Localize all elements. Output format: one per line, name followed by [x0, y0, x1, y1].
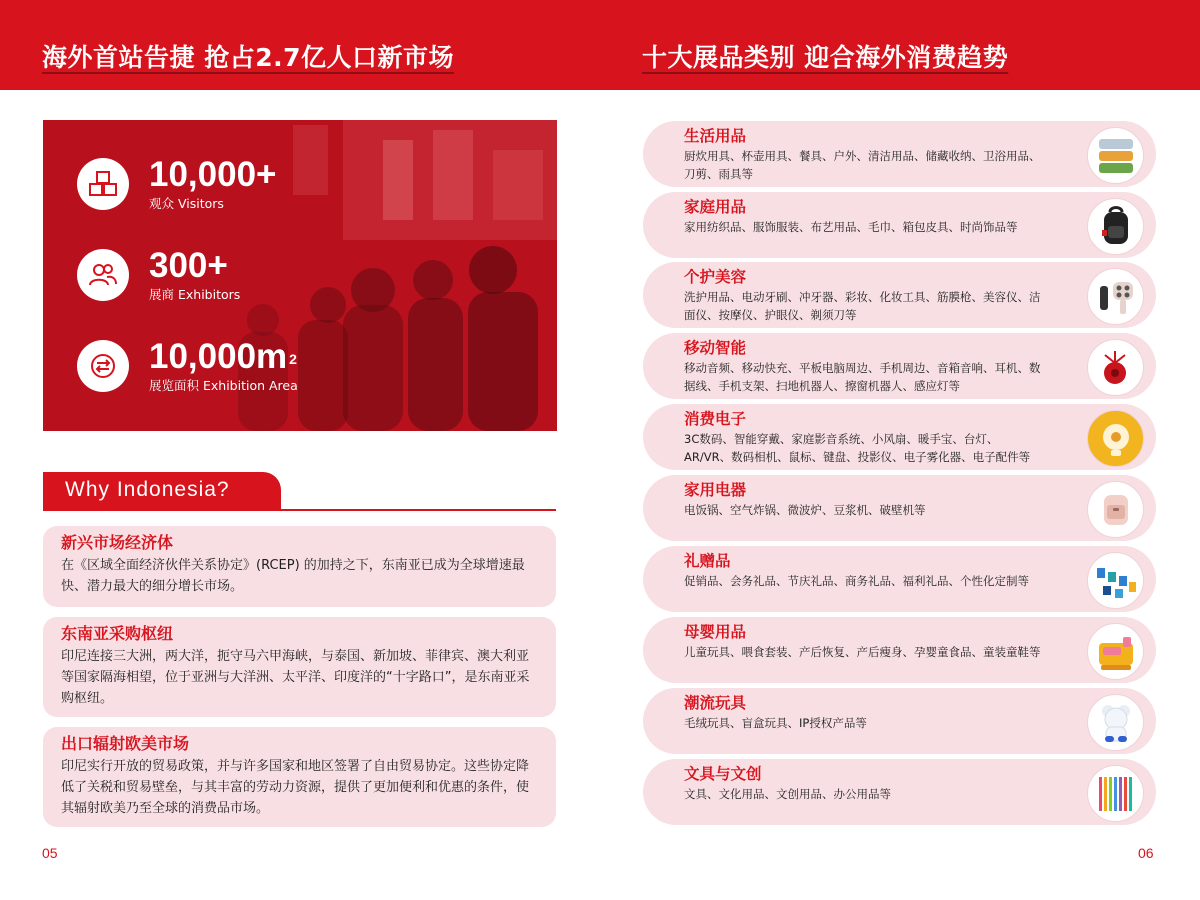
- why-card-title: 出口辐射欧美市场: [61, 734, 190, 753]
- why-card-sourcing-hub: [43, 617, 556, 717]
- category-card: [643, 192, 1156, 258]
- why-card-export-markets: [43, 727, 556, 827]
- why-card-emerging-market: [43, 526, 556, 607]
- stat-area: [77, 338, 298, 394]
- boxes-icon: [77, 158, 129, 210]
- left-page-title: 海外首站告捷 抢占2.7亿人口新市场: [42, 43, 454, 72]
- category-desc: 文具、文化用品、文创用品、办公用品等: [684, 787, 891, 801]
- category-card: [643, 617, 1156, 683]
- divider: [43, 509, 556, 511]
- food-container-icon: [1087, 127, 1144, 184]
- category-title: 礼赠品: [684, 552, 731, 570]
- category-desc: 电饭锅、空气炸锅、微波炉、豆浆机、破壁机等: [684, 503, 926, 517]
- page-number-left: 05: [42, 845, 58, 861]
- markers-icon: [1087, 765, 1144, 822]
- people-icon: [77, 249, 129, 301]
- category-card: [643, 546, 1156, 612]
- right-page-title: 十大展品类别 迎合海外消费趋势: [642, 43, 1009, 72]
- air-fryer-icon: [1087, 481, 1144, 538]
- category-card: [643, 404, 1156, 470]
- category-desc: 洗护用品、电动牙刷、冲牙器、彩妆、化妆工具、筋膜枪、美容仪、洁面仪、按摩仪、护眼仪、剃须刀等: [684, 290, 1041, 322]
- category-desc: 毛绒玩具、盲盒玩具、IP授权产品等: [684, 716, 867, 730]
- why-card-title: 东南亚采购枢纽: [61, 624, 174, 643]
- category-desc: 厨炊用具、杯壶用具、餐具、户外、清洁用品、储藏收纳、卫浴用品、刀剪、雨具等: [684, 149, 1041, 181]
- category-desc: 3C数码、智能穿戴、家庭影音系统、小风扇、暖手宝、台灯、AR/VR、数码相机、鼠标、键盘、投影仪、电子雾化器、电子配件等: [684, 432, 1031, 464]
- category-card: [643, 262, 1156, 328]
- plush-bear-icon: [1087, 694, 1144, 751]
- category-desc: 促销品、会务礼品、节庆礼品、商务礼品、福利礼品、个性化定制等: [684, 574, 1029, 588]
- category-card: [643, 475, 1156, 541]
- why-indonesia-tab: [43, 472, 281, 510]
- mini-fan-icon: [1087, 410, 1144, 467]
- category-title: 文具与文创: [684, 765, 762, 783]
- why-indonesia-title: Why Indonesia?: [65, 478, 230, 501]
- stat-visitors: [77, 156, 279, 212]
- stat-exhibitors: [77, 247, 240, 303]
- why-card-body: 在《区域全面经济伙伴关系协定》(RCEP) 的加持之下，东南亚已成为全球增速最快、潜力最大的细分增长市场。: [61, 558, 525, 594]
- category-title: 移动智能: [684, 339, 747, 357]
- category-title: 母婴用品: [684, 623, 747, 641]
- category-desc: 儿童玩具、喂食套装、产后恢复、产后瘦身、孕婴童食品、童装童鞋等: [684, 645, 1041, 659]
- backpack-icon: [1087, 198, 1144, 255]
- lanyard-gifts-icon: [1087, 552, 1144, 609]
- beauty-device-icon: [1087, 268, 1144, 325]
- area-icon: [77, 340, 129, 392]
- stats-hero-photo: [43, 120, 557, 431]
- category-title: 消费电子: [684, 410, 747, 428]
- stat-label: 观众 Visitors: [149, 196, 224, 211]
- page-number-right: 06: [1138, 845, 1154, 861]
- category-title: 家用电器: [684, 481, 747, 499]
- stat-value: 10,000m $^2$: [149, 337, 297, 376]
- why-card-body: 印尼实行开放的贸易政策，并与许多国家和地区签署了自由贸易协定。这些协定降低了关税和贸易壁垒，与其丰富的劳动力资源，提供了更加便利和优惠的条件，使其辐射欧美乃至全球的消费品市场。: [61, 759, 530, 816]
- toy-register-icon: [1087, 623, 1144, 680]
- category-card: [643, 688, 1156, 754]
- stat-label: 展商 Exhibitors: [149, 287, 241, 302]
- category-card: [643, 121, 1156, 187]
- category-card: [643, 333, 1156, 399]
- why-card-body: 印尼连接三大洲，两大洋，扼守马六甲海峡，与泰国、新加坡、菲律宾、澳大利亚等国家隔海相望，位于亚洲与大洋洲、太平洋、印度洋的“十字路口”，是东南亚采购枢纽。: [61, 649, 530, 706]
- category-title: 个护美容: [684, 268, 747, 286]
- category-title: 家庭用品: [684, 198, 747, 216]
- stat-value: 10,000+: [149, 155, 277, 194]
- why-card-title: 新兴市场经济体: [61, 533, 174, 552]
- stat-value: 300+: [149, 246, 228, 285]
- category-title: 潮流玩具: [684, 694, 747, 712]
- category-desc: 移动音频、移动快充、平板电脑周边、手机周边、音箱音响、耳机、数据线、手机支架、扫地机器人、擦窗机器人、感应灯等: [684, 361, 1041, 393]
- stat-label: 展览面积 Exhibition Area: [149, 378, 298, 393]
- category-desc: 家用纺织品、服饰服装、布艺用品、毛巾、箱包皮具、时尚饰品等: [684, 220, 1018, 234]
- charging-cable-icon: [1087, 339, 1144, 396]
- category-title: 生活用品: [684, 127, 747, 145]
- category-card: [643, 759, 1156, 825]
